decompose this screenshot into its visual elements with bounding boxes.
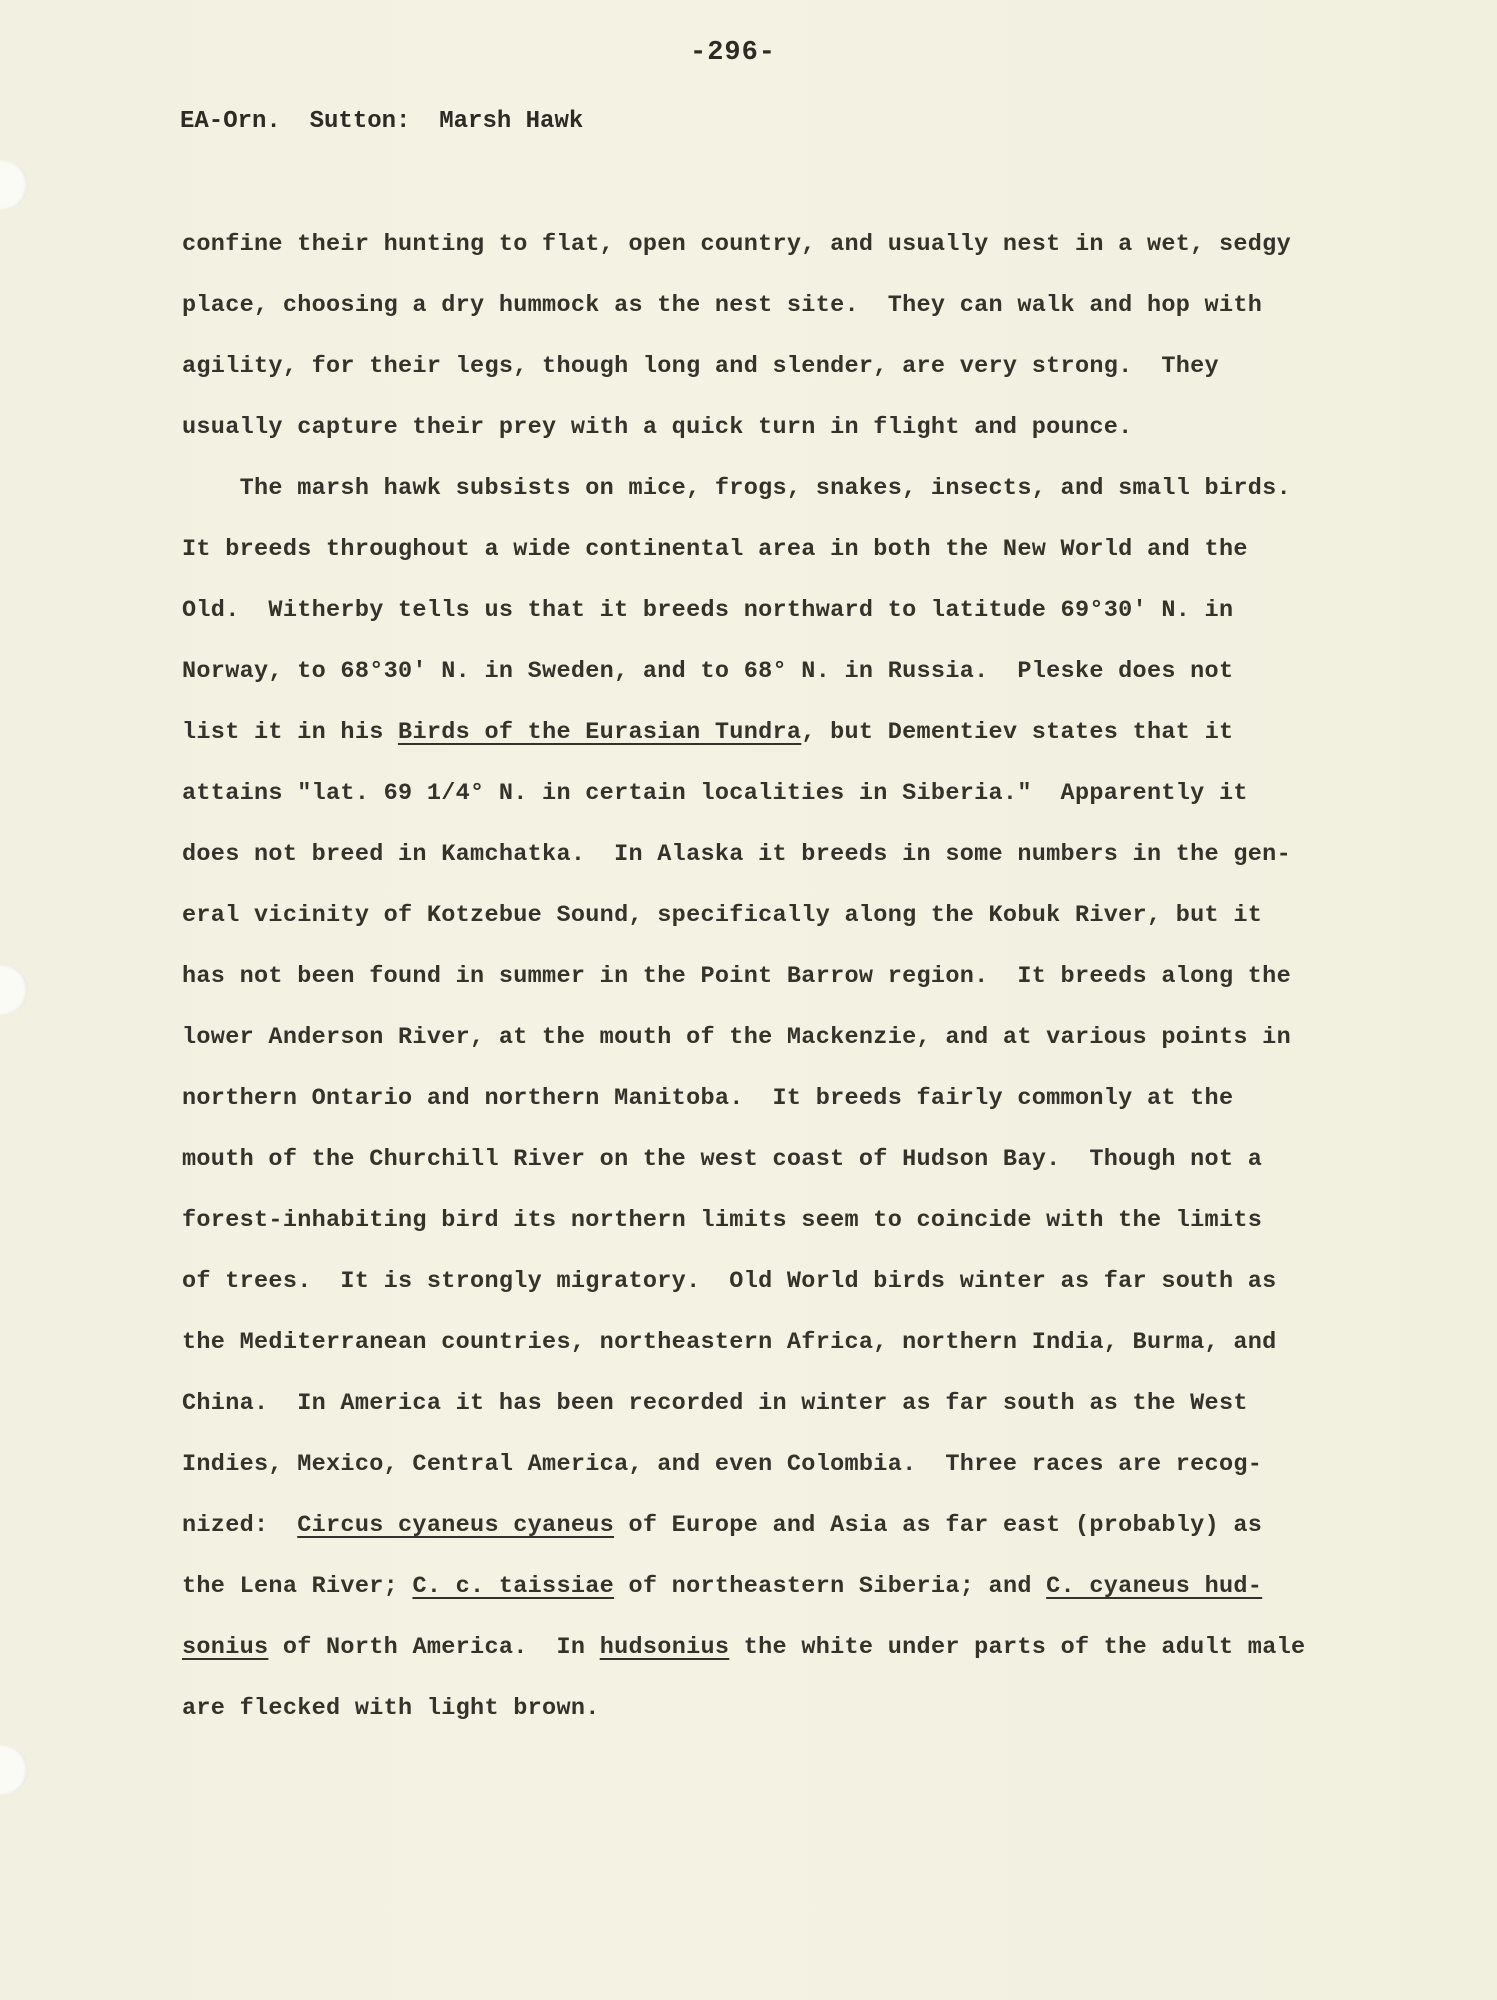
text-line: are flecked with light brown. [182,1695,600,1722]
text-line: of trees. It is strongly migratory. Old World birds winter as far south as [182,1268,1277,1295]
text-line: Indies, Mexico, Central America, and even Colombia. Three races are recog- [182,1451,1263,1478]
text-line: does not breed in Kamchatka. In Alaska it breeds in some numbers in the gen- [182,841,1291,868]
text-fragment: the Lena River; [182,1573,413,1600]
text-line: mouth of the Churchill River on the west coast of Hudson Bay. Though not a [182,1146,1263,1173]
text-line: China. In America it has been recorded in winter as far south as the West [182,1390,1248,1417]
punch-hole [0,965,28,1015]
punch-hole [0,1745,28,1795]
species-name: hudsonius [599,1634,730,1661]
species-name: C. c. taissiae [412,1573,615,1600]
page-number: -296- [690,38,777,68]
body-text [182,214,1362,1739]
punch-hole [0,160,28,210]
text-fragment: list it in his [182,719,399,746]
text-line: eral vicinity of Kotzebue Sound, specifically along the Kobuk River, but it [182,902,1263,929]
text-fragment: nized: [182,1512,298,1539]
text-line: Norway, to 68°30' N. in Sweden, and to 68° N. in Russia. Pleske does not [182,658,1234,685]
text-fragment: of North America. In [268,1634,600,1661]
text-line: lower Anderson River, at the mouth of the Mackenzie, and at various points in [182,1024,1291,1051]
species-name: Circus cyaneus cyaneus [297,1512,615,1539]
text-fragment: of northeastern Siberia; and [614,1573,1047,1600]
text-line: place, choosing a dry hummock as the nest site. They can walk and hop with [182,292,1263,319]
text-line: The marsh hawk subsists on mice, frogs, snakes, insects, and small birds. [182,475,1291,502]
text-line [182,702,1362,763]
species-name: sonius [182,1634,269,1661]
text-line: confine their hunting to flat, open country, and usually nest in a wet, sedgy [182,231,1291,258]
text-line: northern Ontario and northern Manitoba. It breeds fairly commonly at the [182,1085,1234,1112]
text-line: usually capture their prey with a quick turn in flight and pounce. [182,414,1133,441]
text-line [182,1556,1362,1617]
species-name: C. cyaneus hud- [1046,1573,1263,1600]
text-fragment: of Europe and Asia as far east (probably) as [614,1512,1263,1539]
text-fragment: , but Dementiev states that it [801,719,1234,746]
book-title: Birds of the Eurasian Tundra [398,719,802,746]
text-line: It breeds throughout a wide continental area in both the New World and the [182,536,1248,563]
text-line: forest-inhabiting bird its northern limits seem to coincide with the limits [182,1207,1263,1234]
text-line [182,1495,1362,1556]
text-line [182,1617,1362,1678]
text-line: agility, for their legs, though long and slender, are very strong. They [182,353,1219,380]
text-line: attains "lat. 69 1/4° N. in certain localities in Siberia." Apparently it [182,780,1248,807]
text-line: has not been found in summer in the Point Barrow region. It breeds along the [182,963,1291,990]
running-head: EA-Orn. Sutton: Marsh Hawk [180,108,584,135]
text-fragment: the white under parts of the adult male [729,1634,1306,1661]
text-line: the Mediterranean countries, northeastern Africa, northern India, Burma, and [182,1329,1277,1356]
text-line: Old. Witherby tells us that it breeds northward to latitude 69°30' N. in [182,597,1234,624]
